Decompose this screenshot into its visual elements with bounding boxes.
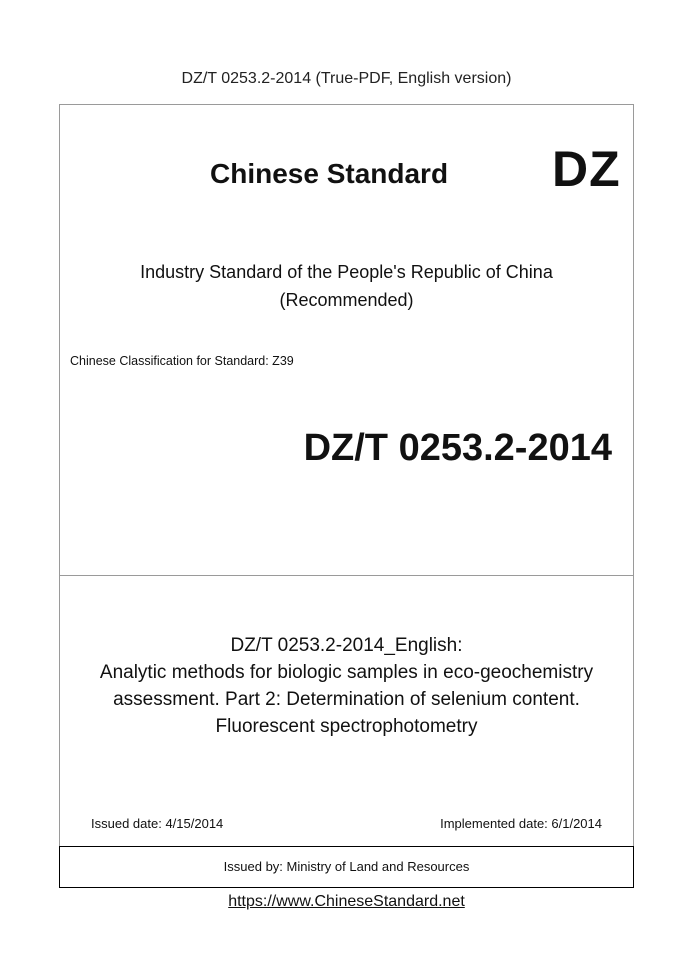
website-link[interactable]: https://www.ChineseStandard.net (228, 893, 465, 910)
title-line-4: Fluorescent spectrophotometry (215, 716, 478, 737)
industry-standard-text (59, 258, 634, 314)
title-line-1: DZ/T 0253.2-2014_English: (230, 635, 463, 656)
title-line-3: assessment. Part 2: Determination of selenium content. (113, 689, 580, 710)
document-header: DZ/T 0253.2-2014 (True-PDF, English version) (181, 70, 512, 87)
issuer-box (59, 846, 634, 888)
title-line-2: Analytic methods for biologic samples in eco-geochemistry (99, 662, 594, 683)
dz-mark: DZ (552, 141, 621, 197)
document-title (59, 632, 634, 740)
classification-text: Chinese Classification for Standard: Z39 (70, 354, 294, 368)
implemented-date: Implemented date: 6/1/2014 (440, 816, 602, 831)
chinese-standard-heading: Chinese Standard (210, 158, 449, 189)
standard-number: DZ/T 0253.2-2014 (303, 427, 612, 469)
issued-date: Issued date: 4/15/2014 (91, 816, 224, 831)
issuer-text: Issued by: Ministry of Land and Resources (223, 859, 470, 874)
industry-line-1: Industry Standard of the People's Republic of China (140, 262, 553, 282)
industry-line-2: (Recommended) (279, 290, 414, 310)
